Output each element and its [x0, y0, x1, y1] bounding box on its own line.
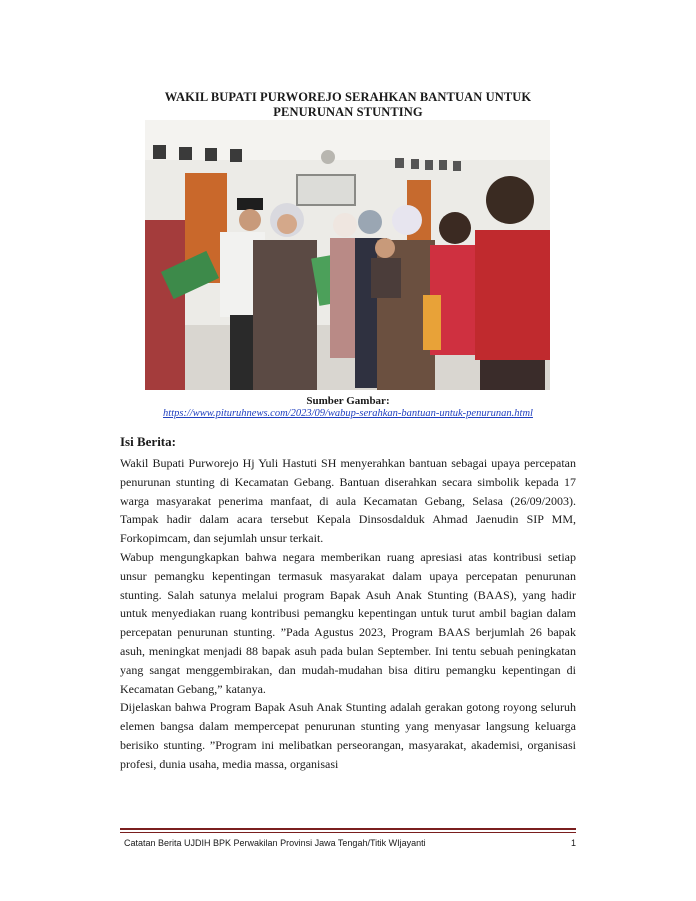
title-line-1: WAKIL BUPATI PURWOREJO SERAHKAN BANTUAN UNTUK: [164, 90, 532, 104]
section-heading: Isi Berita:: [120, 434, 176, 449]
image-caption-label: Sumber Gambar:: [306, 395, 390, 407]
paragraph-3: Dijelaskan bahwa Program Bapak Asuh Anak Stunting adalah gerakan gotong royong seluruh elemen bangsa dalam mempercepat penurunan stunting yang menyasar langsung keluarga berisiko stunting. ”Program ini melibatkan perseorangan, masyarakat, akademisi, organisasi profesi, dunia usaha, media massa, organisasi: [120, 700, 576, 771]
footer-divider-thin: [120, 832, 576, 833]
title-line-2: PENURUNAN STUNTING: [273, 105, 423, 119]
image-source-link[interactable]: https://www.pituruhnews.com/2023/09/wabup-serahkan-bantuan-untuk-penurunan.html: [163, 408, 533, 419]
news-photo: [145, 120, 550, 390]
footer-divider-thick: [120, 828, 576, 830]
paragraph-1: Wakil Bupati Purworejo Hj Yuli Hastuti SH menyerahkan bantuan sebagai upaya percepatan penurunan stunting di Kecamatan Gebang. Bantuan diserahkan secara simbolik kepada 17 warga masyarakat penerima manfaat, di aula Kecamatan Gebang, Selasa (26/09/2003). Tampak hadir dalam acara tersebut Kepala Dinsosdalduk Ahmad Jaenudin SIP MM, Forkopimcam, dan sejumlah unsur terkait.: [120, 456, 576, 546]
article-body: [120, 454, 576, 774]
paragraph-2: Wabup mengungkapkan bahwa negara memberikan ruang apresiasi atas kontribusi setiap unsur pemangku kepentingan termasuk masyarakat dalam upaya percepatan penurunan stunting. Salah satunya melalui program Bapak Asuh Anak Stunting (BAAS), yang hadir untuk menyediakan ruang kontribusi pemangku kepentingan untuk turut ambil bagian dalam percepatan penurunan stunting. ”Pada Agustus 2023, Program BAAS berjumlah 26 bapak asuh, meningkat menjadi 88 bapak asuh pada bulan September. Ini tentu sebuah peningkatan yang sangat menggembirakan, dan mudah-mudahan bisa ditiru pemangku kepentingan di Kecamatan Gebang,” katanya.: [120, 549, 576, 696]
page-number: 1: [570, 838, 576, 848]
footer-text: Catatan Berita UJDIH BPK Perwakilan Provinsi Jawa Tengah/Titik WIjayanti: [124, 838, 426, 848]
document-title: [120, 90, 576, 120]
